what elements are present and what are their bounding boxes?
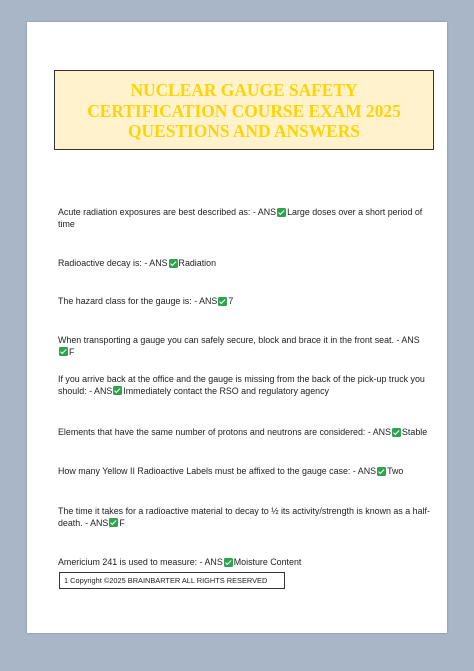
title-banner — [54, 70, 434, 150]
title-line-2: CERTIFICATION COURSE EXAM 2025 — [87, 100, 401, 121]
check-mark-icon — [109, 518, 118, 527]
ans-marker: - ANS — [89, 385, 113, 396]
ans-marker: - ANS — [144, 258, 168, 268]
answer-text: Radiation — [178, 258, 217, 268]
qa-item-2 — [58, 258, 430, 270]
check-mark-icon — [59, 347, 68, 356]
ans-marker: - ANS — [352, 466, 377, 476]
qa-item-6 — [58, 427, 430, 439]
qa-item-4 — [58, 335, 430, 358]
ans-marker: - ANS — [194, 296, 218, 306]
answer-text: F — [69, 346, 75, 357]
check-mark-icon — [392, 428, 401, 437]
question-text: If you arrive back at the office and the gauge is missing from the back of the pick-up truck you should: — [58, 374, 425, 396]
question-text: Radioactive decay is: — [58, 258, 142, 268]
title-line-3: QUESTIONS AND ANSWERS — [128, 121, 360, 142]
check-mark-icon — [277, 208, 286, 217]
answer-text: Two — [387, 466, 404, 476]
qa-item-1 — [58, 207, 430, 230]
qa-item-7 — [58, 466, 430, 478]
answer-text: F — [119, 517, 125, 528]
qa-item-5 — [58, 374, 430, 397]
check-mark-icon — [113, 386, 122, 395]
copyright-footer: 1 Copyright ©2025 BRAINBARTER ALL RIGHTS RESERVED — [59, 572, 285, 589]
answer-text: Immediately contact the RSO and regulatory agency — [123, 385, 329, 396]
question-text: Americium 241 is used to measure: — [58, 557, 198, 567]
question-text: The hazard class for the gauge is: — [58, 296, 192, 306]
qa-item-8 — [58, 506, 430, 529]
check-mark-icon — [169, 259, 178, 268]
answer-text: 7 — [228, 296, 234, 306]
answer-text: Moisture Content — [233, 557, 302, 567]
check-mark-icon — [224, 558, 233, 567]
answer-text: Large doses over a short period of time — [58, 207, 423, 229]
question-text: How many Yellow II Radioactive Labels must be affixed to the gauge case: — [58, 466, 351, 476]
ans-marker: - ANS — [396, 335, 420, 345]
ans-marker: - ANS — [367, 427, 392, 437]
ans-marker: - ANS — [252, 207, 277, 217]
question-text: Elements that have the same number of protons and neutrons are considered: — [58, 427, 366, 437]
qa-item-9 — [58, 557, 430, 569]
question-text: The time it takes for a radioactive material to decay to ½ its activity/strength is known as a half-death. — [58, 506, 430, 528]
check-mark-icon — [377, 467, 386, 476]
title-line-1: NUCLEAR GAUGE SAFETY — [130, 80, 358, 101]
ans-marker: - ANS — [199, 557, 223, 567]
document-page — [27, 22, 447, 633]
qa-item-3 — [58, 296, 430, 308]
question-text: Acute radiation exposures are best described as: — [58, 207, 251, 217]
answer-text: Stable — [402, 427, 428, 437]
question-text: When transporting a gauge you can safely secure, block and brace it in the front seat. — [58, 335, 394, 345]
check-mark-icon — [218, 297, 227, 306]
ans-marker: - ANS — [85, 517, 109, 528]
